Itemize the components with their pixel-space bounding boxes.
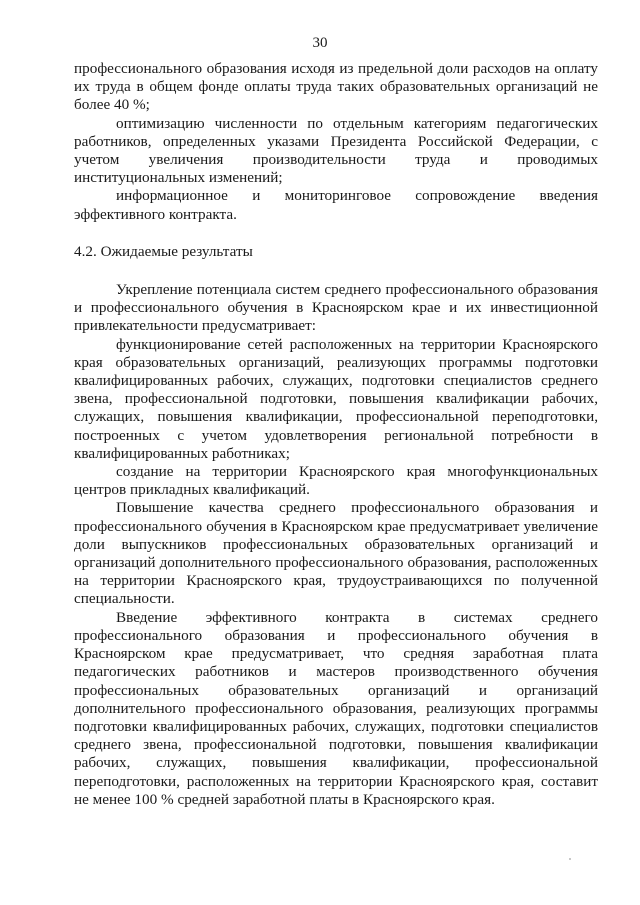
scan-artifact [569, 858, 571, 860]
paragraph-centers: создание на территории Красноярского края многофункциональных центров прикладных квалификаций. [74, 463, 598, 499]
section-title: 4.2. Ожидаемые результаты [74, 242, 253, 260]
paragraph-continuation: профессионального образования исходя из предельной доли расходов на оплату их труда в общем фонде оплаты труда таких образовательных организаций не более 40 %; [74, 60, 598, 114]
paragraph-staff-optimization: оптимизацию численности по отдельным категориям педагогических работников, определенных указами Президента Российской Федерации, с учетом увеличения производительности труда и проводимых институциональных изменений; [74, 114, 598, 187]
page-number: 30 [312, 35, 328, 51]
paragraph-potential: Укрепление потенциала систем среднего профессионального образования и профессионального обучения в Красноярском крае и их инвестиционной привлекательности предусматривает: [74, 281, 598, 335]
paragraph-quality: Повышение качества среднего профессионального образования и профессионального обучения в Красноярском крае предусматривает увеличение доли выпускников профессиональных образовательных организаций и организаций дополнительного профессионального образования, расположенных на территории Красноярского края, трудоустраивающихся по полученной специальности. [74, 499, 598, 608]
paragraph-networks: функционирование сетей расположенных на территории Красноярского края образовательных организаций, реализующих программы подготовки квалифицированных рабочих, служащих, подготовки специалистов среднего звена, профессиональной подготовки, повышения квалификации рабочих, служащих, повышения квалификации, профессиональной переподготовки, построенных с учетом удовлетворения региональной потребности в квалифицированных работниках; [74, 335, 598, 462]
paragraph-contract-support: информационное и мониторинговое сопровождение введения эффективного контракта. [74, 187, 598, 223]
document-body [74, 60, 598, 809]
paragraph-effective-contract: Введение эффективного контракта в системах среднего профессионального образования и профессионального обучения в Красноярском крае предусматривает, что средняя заработная плата педагогических работников и мастеров производственного обучения профессиональных образовательных организаций и организаций дополнительного профессионального образования, реализующих программы подготовки квалифицированных рабочих, служащих, подготовки специалистов среднего звена, профессиональной подготовки, повышения квалификации рабочих, служащих, повышения квалификации, профессиональной переподготовки, расположенных на территории Красноярского края, составит не менее 100 % средней заработной платы в Красноярского края. [74, 608, 598, 808]
